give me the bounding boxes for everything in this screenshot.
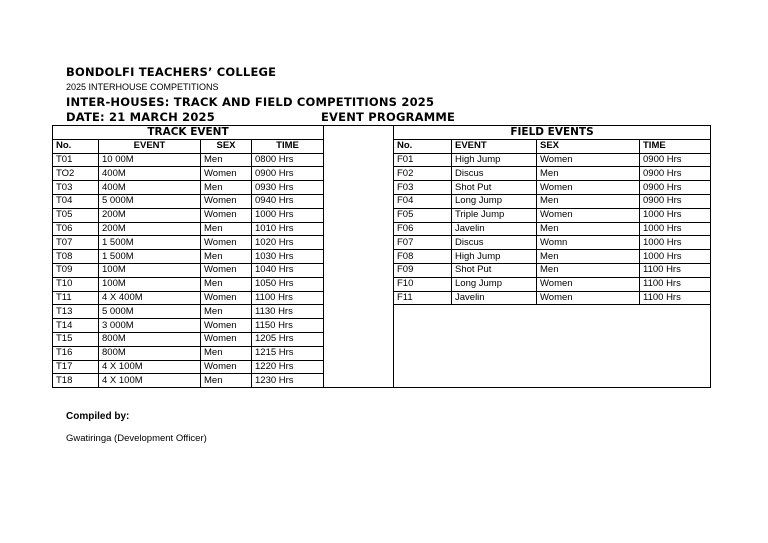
track-cell: T09 [53,263,99,277]
field-column-header: TIME [640,139,711,153]
track-column-header: SEX [201,139,252,153]
track-cell: 1215 Hrs [252,346,324,360]
field-cell: Women [537,277,640,291]
track-cell: Women [201,194,252,208]
field-cell: Long Jump [452,194,537,208]
field-cell: 0900 Hrs [640,194,711,208]
spacer-column [324,126,394,388]
track-cell: Men [201,346,252,360]
field-cell: Shot Put [452,263,537,277]
field-cell: Men [537,167,640,181]
track-cell: T07 [53,236,99,250]
track-cell: 4 X 100M [99,360,201,374]
track-cell: 1100 Hrs [252,291,324,305]
track-cell: Women [201,319,252,333]
track-cell: 400M [99,167,201,181]
field-cell: F04 [394,194,452,208]
event-date: DATE: 21 MARCH 2025 [66,110,215,124]
field-cell: 1100 Hrs [640,277,711,291]
track-cell: Women [201,167,252,181]
field-cell: Men [537,263,640,277]
field-column-header: No. [394,139,452,153]
track-cell: 5 000M [99,194,201,208]
field-cell: 1000 Hrs [640,250,711,264]
track-cell: T14 [53,319,99,333]
field-cell: Womn [537,236,640,250]
track-cell: 1 500M [99,250,201,264]
field-cell: Long Jump [452,277,537,291]
track-cell: 1 500M [99,236,201,250]
field-cell: F06 [394,222,452,236]
track-cell: 800M [99,346,201,360]
field-cell: Men [537,250,640,264]
track-cell: Men [201,222,252,236]
track-cell: Women [201,236,252,250]
field-cell: 1000 Hrs [640,222,711,236]
track-cell: 400M [99,181,201,195]
track-cell: 0930 Hrs [252,181,324,195]
track-cell: T10 [53,277,99,291]
track-cell: T03 [53,181,99,195]
track-cell: Men [201,374,252,388]
field-empty-area [394,305,711,388]
field-cell: Shot Put [452,181,537,195]
field-cell: Discus [452,236,537,250]
programme-label: EVENT PROGRAMME [321,110,456,124]
track-cell: Men [201,277,252,291]
track-cell: 1050 Hrs [252,277,324,291]
track-cell: Men [201,181,252,195]
track-cell: T17 [53,360,99,374]
field-cell: F02 [394,167,452,181]
track-cell: 0940 Hrs [252,194,324,208]
field-cell: Javelin [452,291,537,305]
field-cell: 0900 Hrs [640,167,711,181]
track-column-header: TIME [252,139,324,153]
field-cell: Men [537,194,640,208]
field-cell: Men [537,222,640,236]
track-cell: T11 [53,291,99,305]
field-cell: 1000 Hrs [640,236,711,250]
field-cell: F10 [394,277,452,291]
track-title: TRACK EVENT [53,126,324,140]
track-cell: 1000 Hrs [252,208,324,222]
competition-title: 2025 INTERHOUSE COMPETITIONS [66,82,219,92]
compiled-by-label: Compiled by: [66,411,130,422]
field-cell: High Jump [452,250,537,264]
field-cell: 1100 Hrs [640,263,711,277]
track-cell: 200M [99,208,201,222]
track-cell: 5 000M [99,305,201,319]
track-cell: Men [201,305,252,319]
field-cell: F07 [394,236,452,250]
track-cell: T05 [53,208,99,222]
track-cell: Men [201,250,252,264]
track-cell: 1230 Hrs [252,374,324,388]
field-cell: F01 [394,153,452,167]
table-body [53,126,711,388]
field-cell: F08 [394,250,452,264]
field-cell: 1100 Hrs [640,291,711,305]
track-cell: TO2 [53,167,99,181]
field-column-header: EVENT [452,139,537,153]
field-cell: F09 [394,263,452,277]
track-cell: 100M [99,263,201,277]
field-cell: Women [537,208,640,222]
track-cell: 10 00M [99,153,201,167]
event-programme-table [52,125,711,388]
track-cell: 1020 Hrs [252,236,324,250]
track-cell: Women [201,208,252,222]
track-cell: Women [201,263,252,277]
field-cell: Javelin [452,222,537,236]
track-cell: T18 [53,374,99,388]
track-column-header: No. [53,139,99,153]
track-cell: T04 [53,194,99,208]
track-cell: 1150 Hrs [252,319,324,333]
track-cell: Men [201,153,252,167]
document-subtitle: INTER-HOUSES: TRACK AND FIELD COMPETITIONS 2025 [66,95,435,109]
field-column-header: SEX [537,139,640,153]
field-cell: F03 [394,181,452,195]
field-cell: Women [537,291,640,305]
compiler-name: Gwatiringa (Development Officer) [66,433,207,444]
track-cell: T08 [53,250,99,264]
track-cell: 4 X 100M [99,374,201,388]
college-name: BONDOLFI TEACHERS’ COLLEGE [66,65,277,79]
field-cell: Women [537,181,640,195]
field-cell: Women [537,153,640,167]
track-cell: T06 [53,222,99,236]
track-column-header: EVENT [99,139,201,153]
track-cell: 1205 Hrs [252,332,324,346]
track-cell: 0800 Hrs [252,153,324,167]
track-cell: T13 [53,305,99,319]
track-cell: 4 X 400M [99,291,201,305]
track-cell: 3 000M [99,319,201,333]
track-cell: Women [201,332,252,346]
track-cell: 1030 Hrs [252,250,324,264]
table-title-row [53,126,711,140]
track-cell: T16 [53,346,99,360]
track-cell: 0900 Hrs [252,167,324,181]
date-line [66,110,456,124]
track-cell: 1130 Hrs [252,305,324,319]
track-cell: Women [201,360,252,374]
field-cell: High Jump [452,153,537,167]
track-cell: 200M [99,222,201,236]
field-cell: F11 [394,291,452,305]
track-cell: 1040 Hrs [252,263,324,277]
track-cell: Women [201,291,252,305]
track-cell: T15 [53,332,99,346]
field-cell: Discus [452,167,537,181]
field-cell: 1000 Hrs [640,208,711,222]
track-cell: 1010 Hrs [252,222,324,236]
track-cell: T01 [53,153,99,167]
track-cell: 800M [99,332,201,346]
field-cell: Triple Jump [452,208,537,222]
field-cell: 0900 Hrs [640,153,711,167]
track-cell: 1220 Hrs [252,360,324,374]
field-cell: 0900 Hrs [640,181,711,195]
field-cell: F05 [394,208,452,222]
field-title: FIELD EVENTS [394,126,711,140]
track-cell: 100M [99,277,201,291]
